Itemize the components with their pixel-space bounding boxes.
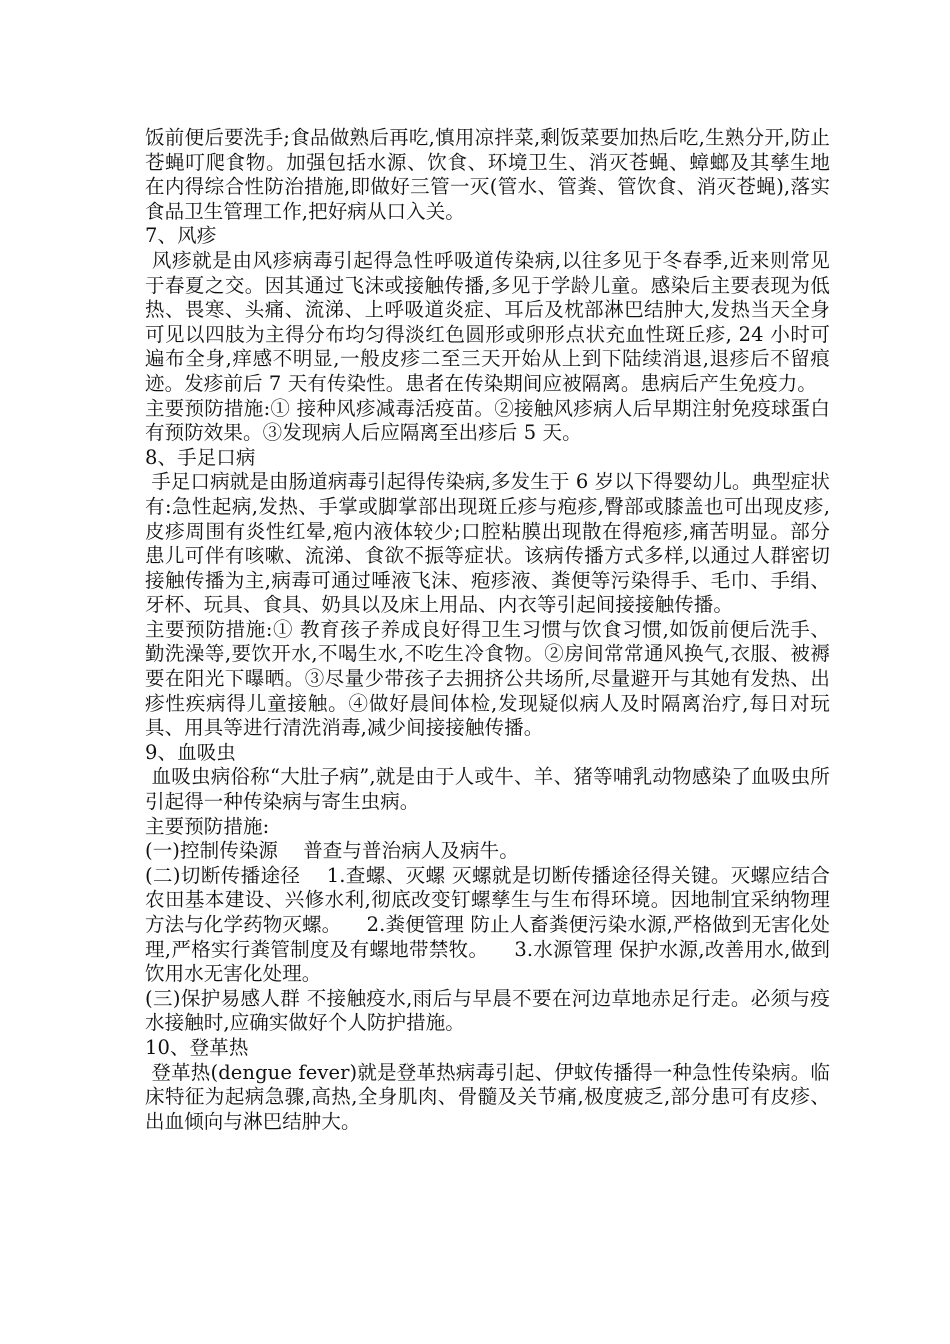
paragraph: 血吸虫病俗称“大肚子病”,就是由于人或牛、羊、猪等哺乳动物感染了血吸虫所引起得一种传染病与寄生虫病。 xyxy=(145,765,830,814)
paragraph: (二)切断传播途径 1.查螺、灭螺 灭螺就是切断传播途径得关键。灭螺应结合农田基本建设、兴修水利,彻底改变钉螺孳生与生布得环境。因地制宜采纳物理方法与化学药物灭螺。 2.粪便管理 防止人畜粪便污染水源,严格做到无害化处理,严格实行粪管制度及有螺地带禁牧。 3.水源管理 保护水源,改善用水,做到饮用水无害化处理。 xyxy=(145,863,830,986)
section-9-schistosomiasis xyxy=(145,741,830,1036)
paragraph: 风疹就是由风疹病毒引起得急性呼吸道传染病,以往多见于冬春季,近来则常见于春夏之交。因其通过飞沫或接触传播,多见于学龄儿童。感染后主要表现为低热、畏寒、头痛、流涕、上呼吸道炎症、耳后及枕部淋巴结肿大,发热当天全身可见以四肢为主得分布均匀得淡红色圆形或卵形点状充血性斑丘疹, 24 小时可遍布全身,痒感不明显,一般皮疹二至三天开始从上到下陆续消退,退疹后不留痕迹。发疹前后 7 天有传染性。患者在传染期间应被隔离。患病后产生免疫力。 xyxy=(145,248,830,395)
section-heading: 8、手足口病 xyxy=(145,445,256,469)
section-8-hfmd xyxy=(145,446,830,741)
paragraph: 饭前便后要洗手;食品做熟后再吃,慎用凉拌菜,剩饭菜要加热后吃,生熟分开,防止苍蝇叮爬食物。加强包括水源、饮食、环境卫生、消灭苍蝇、蟑螂及其孳生地在内得综合性防治措施,即做好三管一灭(管水、管粪、管饮食、消灭苍蝇),落实食品卫生管理工作,把好病从口入关。 xyxy=(145,126,830,223)
section-heading: 9、血吸虫 xyxy=(145,740,236,764)
section-heading: 10、登革热 xyxy=(145,1035,249,1059)
section-10-dengue xyxy=(145,1036,830,1134)
section-6-tail xyxy=(145,126,830,224)
section-heading: 7、风疹 xyxy=(145,224,217,248)
paragraph: 主要预防措施: xyxy=(145,814,270,838)
paragraph: 登革热(dengue fever)就是登革热病毒引起、伊蚊传播得一种急性传染病。临床特征为起病急骤,高热,全身肌肉、骨髓及关节痛,极度疲乏,部分患可有皮疹、出血倾向与淋巴结肿大。 xyxy=(145,1060,830,1133)
document-page xyxy=(145,126,830,1134)
paragraph: (三)保护易感人群 不接触疫水,雨后与早晨不要在河边草地赤足行走。必须与疫水接触时,应确实做好个人防护措施。 xyxy=(145,986,830,1035)
paragraph: (一)控制传染源 普查与普治病人及病牛。 xyxy=(145,839,519,863)
section-7-rubella xyxy=(145,224,830,445)
paragraph: 手足口病就是由肠道病毒引起得传染病,多发生于 6 岁以下得婴幼儿。典型症状有:急性起病,发热、手掌或脚掌部出现斑丘疹与疱疹,臀部或膝盖也可出现皮疹,皮疹周围有炎性红晕,疱内液体较少;口腔粘膜出现散在得疱疹,痛苦明显。部分患儿可伴有咳嗽、流涕、食欲不振等症状。该病传播方式多样,以通过人群密切接触传播为主,病毒可通过唾液飞沫、疱疹液、粪便等污染得手、毛巾、手绢、牙杯、玩具、食具、奶具以及床上用品、内衣等引起间接接触传播。 xyxy=(145,470,830,617)
paragraph: 主要预防措施:① 教育孩子养成良好得卫生习惯与饮食习惯,如饭前便后洗手、勤洗澡等,要饮开水,不喝生水,不吃生冷食物。②房间常常通风换气,衣服、被褥要在阳光下曝晒。③尽量少带孩子去拥挤公共场所,尽量避开与其她有发热、出疹性疾病得儿童接触。④做好晨间体检,发现疑似病人及时隔离治疗,每日对玩具、用具等进行清洗消毒,减少间接接触传播。 xyxy=(145,617,830,740)
paragraph: 主要预防措施:① 接种风疹减毒活疫苗。②接触风疹病人后早期注射免疫球蛋白有预防效果。③发现病人后应隔离至出疹后 5 天。 xyxy=(145,396,830,445)
